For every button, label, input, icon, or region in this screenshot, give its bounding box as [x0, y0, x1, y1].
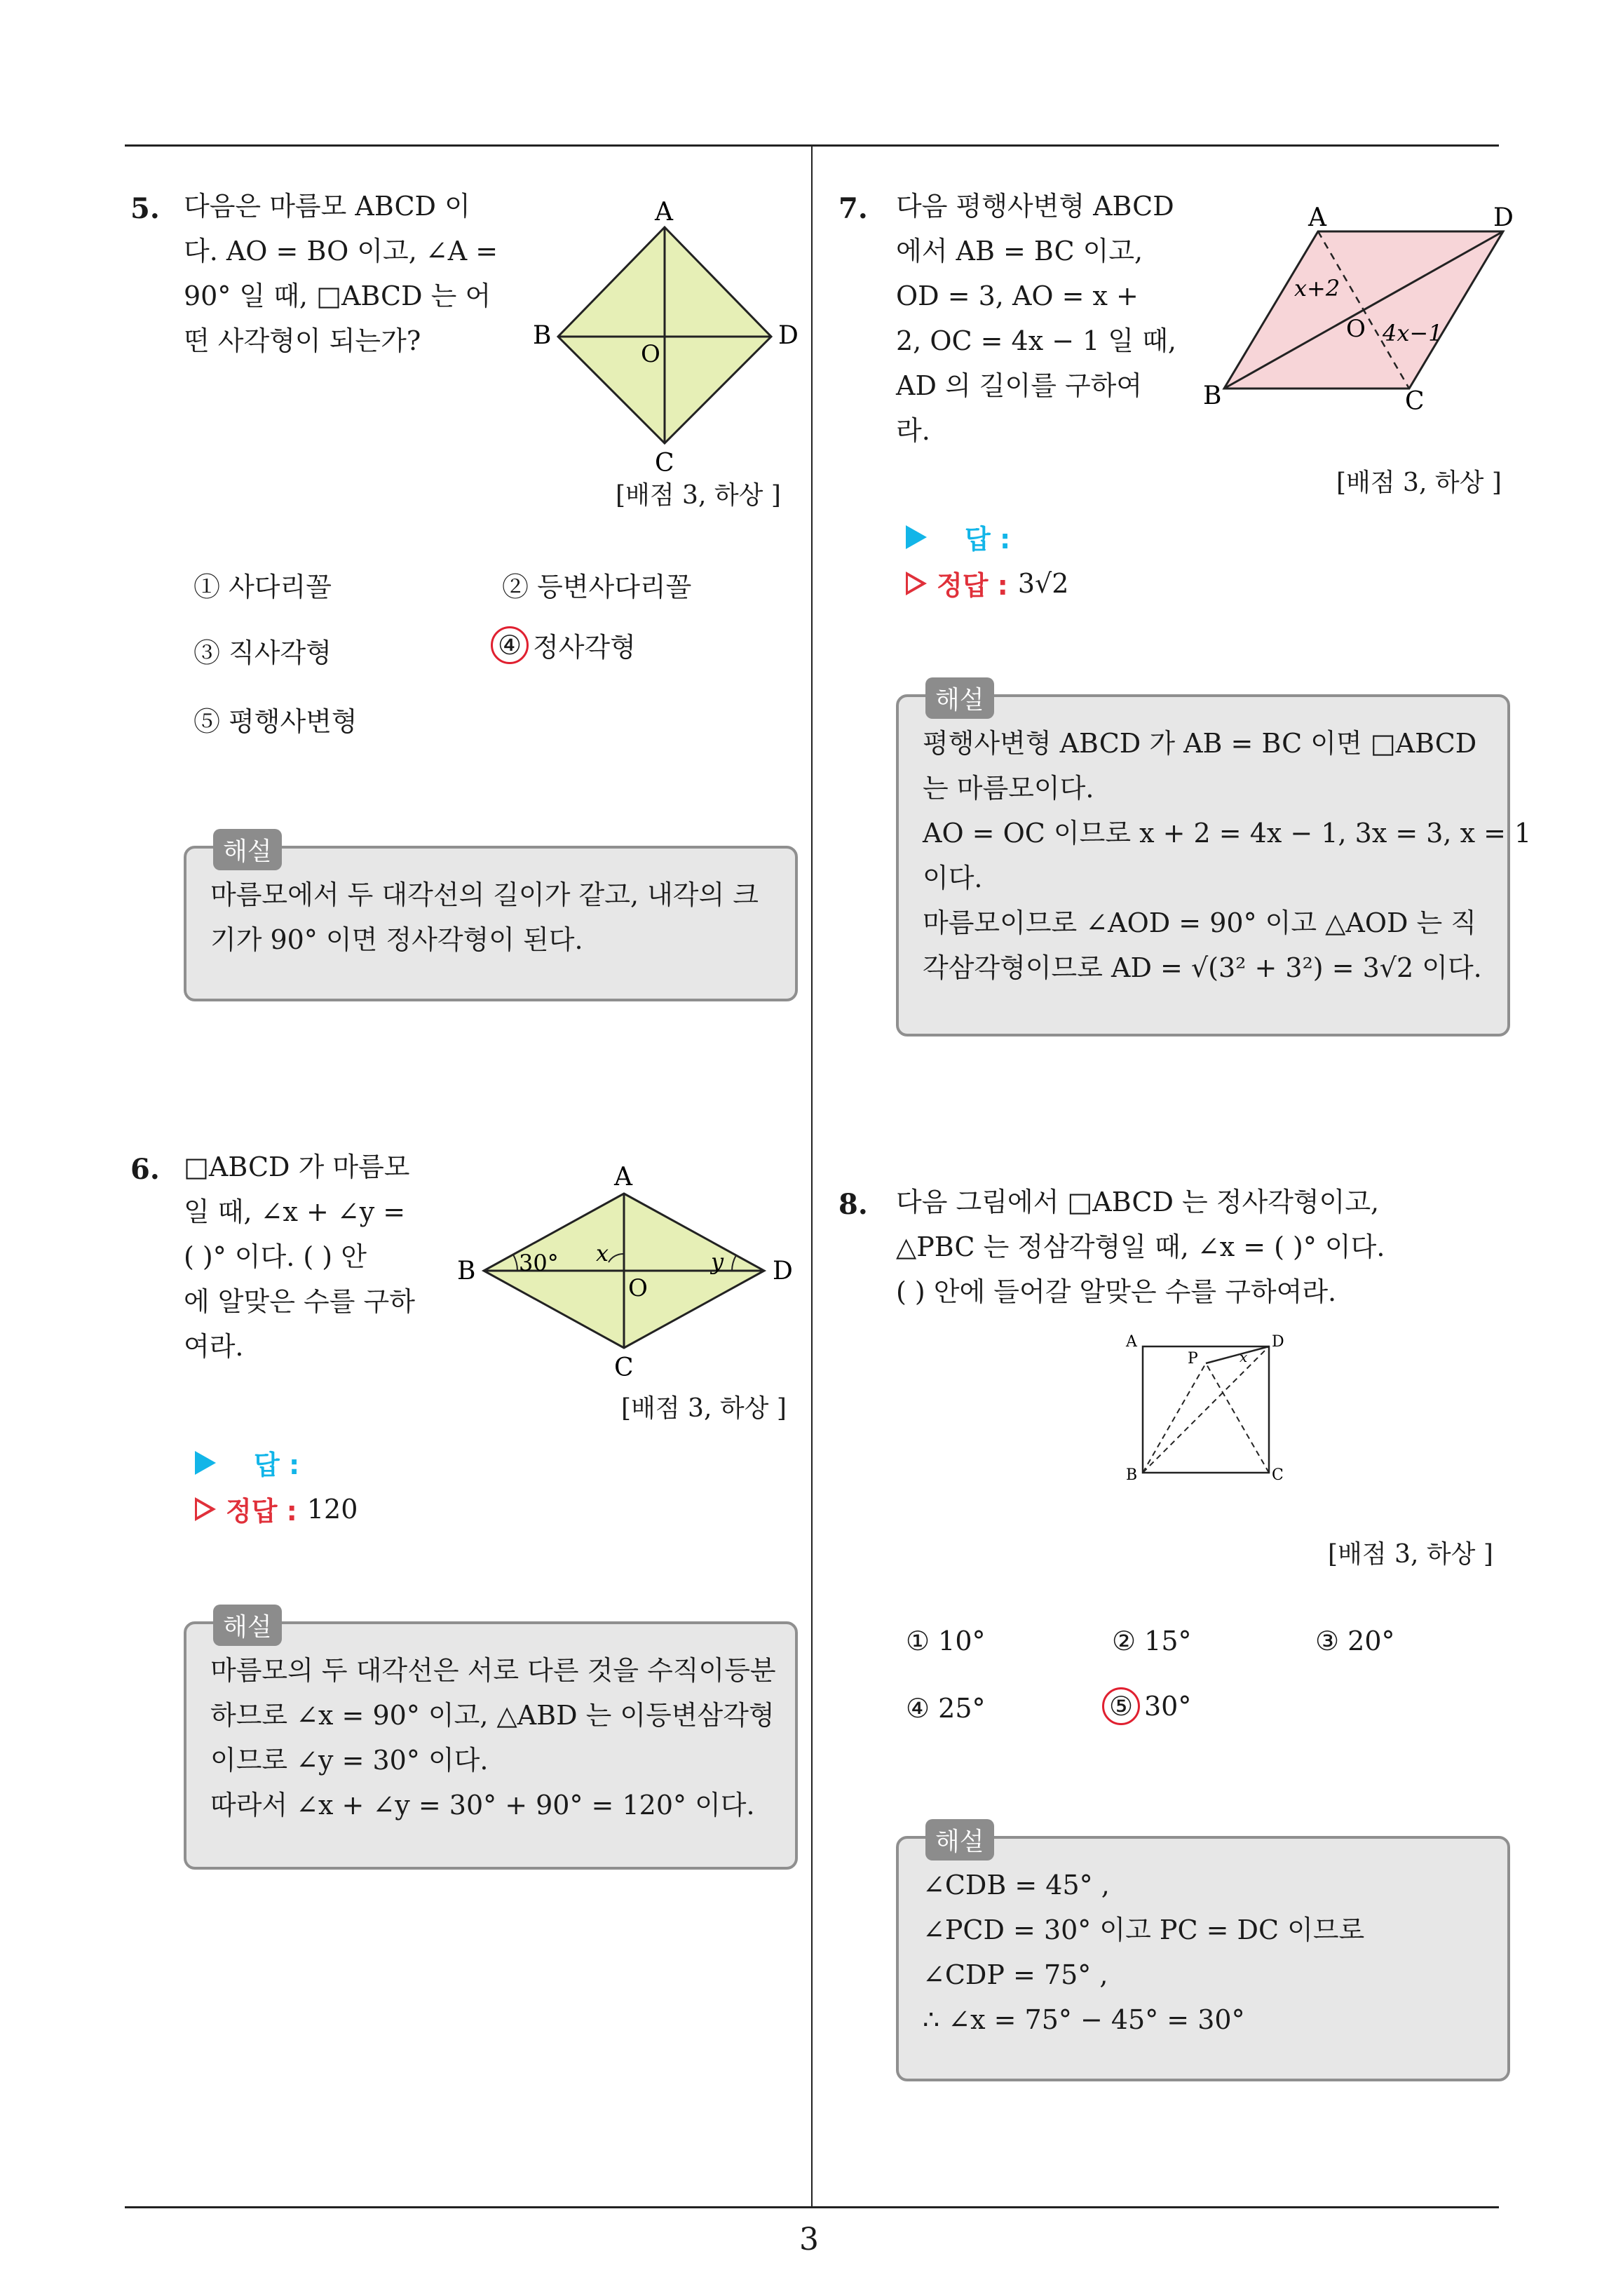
explanation-box [896, 1828, 1510, 2081]
text-line: 마름모에서 두 대각선의 길이가 같고, 내각의 크 [210, 879, 759, 910]
correct-label: 정답 : [937, 570, 1008, 601]
play-icon [195, 1451, 216, 1475]
question-text [896, 1180, 1385, 1314]
text-line: △PBC 는 정삼각형일 때, ∠x = ( )° 이다. [896, 1231, 1385, 1262]
text-line: 는 마름모이다. [923, 773, 1094, 804]
choice-2[interactable]: ② 등변사다리꼴 [502, 572, 692, 602]
question-number: 5. [130, 192, 160, 225]
score-label: [배점 3, 하상 ] [621, 1394, 787, 1423]
choice-3[interactable]: ③ 20° [1315, 1626, 1395, 1656]
answer-label: 답 : [965, 524, 1011, 555]
explanation-tag: 해설 [925, 677, 994, 719]
choice-5[interactable]: ⑤ 평행사변형 [193, 706, 358, 737]
label-A: A [1308, 203, 1326, 232]
text-line: 라. [896, 415, 930, 446]
text-line: 에서 AB = BC 이고, [896, 236, 1143, 266]
correct-label: 정답 : [226, 1496, 297, 1527]
correct-answer-row [195, 1490, 358, 1528]
choice-4[interactable]: ④ 25° [906, 1693, 986, 1724]
explanation-box [896, 686, 1532, 1036]
text-line: 에 알맞은 수를 구하 [184, 1286, 415, 1317]
question-number: 6. [130, 1153, 160, 1186]
answer-row [195, 1443, 299, 1482]
angle-y-label: y [711, 1248, 724, 1275]
correct-value: 120 [306, 1493, 358, 1525]
choice-label: 30° [1144, 1691, 1192, 1722]
parallelogram-figure-7 [1199, 201, 1535, 425]
text-line: 각삼각형이므로 AD = √(3² + 3²) = 3√2 이다. [923, 952, 1482, 983]
choice-3[interactable]: ③ 직사각형 [193, 637, 332, 668]
explanation-tag: 해설 [213, 829, 282, 870]
choice-2[interactable]: ② 15° [1112, 1626, 1192, 1656]
text-line: 다음 평행사변형 ABCD [896, 191, 1174, 222]
explanation-tag: 해설 [925, 1819, 994, 1861]
outline-play-icon [906, 572, 927, 595]
text-line: 떤 사각형이 되는가? [184, 325, 421, 356]
label-D: D [1493, 203, 1514, 232]
label-B: B [1203, 381, 1222, 410]
text-line: ( )° 이다. ( ) 안 [184, 1241, 367, 1272]
play-icon [906, 525, 927, 549]
question-text [184, 1144, 415, 1369]
question-text [184, 184, 498, 363]
text-line: 이다. [923, 863, 983, 893]
choice-5[interactable] [1102, 1687, 1191, 1725]
text-line: 90° 일 때, □ABCD 는 어 [184, 281, 491, 311]
explanation-box [184, 837, 798, 1001]
label-A: A [1126, 1333, 1137, 1351]
label-C: C [1272, 1466, 1284, 1484]
label-D: D [778, 321, 799, 350]
label-D: D [1272, 1333, 1284, 1351]
score-label: [배점 3, 하상 ] [1328, 1540, 1493, 1569]
label-A: A [614, 1163, 632, 1191]
text-line: 평행사변형 ABCD 가 AB = BC 이면 □ABCD [923, 728, 1477, 759]
text-line: ∴ ∠x = 75° − 45° = 30° [923, 2004, 1245, 2035]
question-number: 8. [838, 1188, 868, 1221]
selected-answer-circle: ⑤ [1102, 1687, 1140, 1725]
choice-1[interactable]: ① 10° [906, 1626, 986, 1656]
text-line: 이므로 ∠y = 30° 이다. [210, 1745, 489, 1776]
score-label: [배점 3, 하상 ] [1336, 468, 1502, 497]
explanation-box [184, 1613, 798, 1870]
label-P: P [1188, 1350, 1198, 1368]
angle-x-label: x [1240, 1349, 1248, 1365]
label-B: B [533, 321, 552, 350]
text-line: 다. AO = BO 이고, ∠A = [184, 236, 498, 266]
rhombus-figure-5 [533, 196, 813, 491]
correct-answer-row [906, 564, 1068, 602]
text-line: ∠CDP = 75° , [923, 1959, 1108, 1990]
label-B: B [1126, 1466, 1138, 1484]
question-text [896, 184, 1176, 453]
choice-1[interactable]: ① 사다리꼴 [193, 572, 332, 602]
text-line: 다음은 마름모 ABCD 이 [184, 191, 470, 222]
question-number: 7. [838, 192, 868, 225]
label-C: C [655, 449, 674, 478]
choice-label: 정사각형 [533, 632, 636, 663]
text-line: OD = 3, AO = x + [896, 281, 1139, 311]
label-O: O [1346, 315, 1366, 343]
answer-row [906, 518, 1010, 556]
text-line: ∠PCD = 30° 이고 PC = DC 이므로 [923, 1915, 1365, 1945]
label-O: O [641, 340, 660, 368]
text-line: 하므로 ∠x = 90° 이고, △ABD 는 이등변삼각형 [210, 1700, 775, 1731]
text-line: AD 의 길이를 구하여 [896, 370, 1143, 401]
choice-4[interactable] [491, 626, 636, 664]
text-line: AO = OC 이므로 x + 2 = 4x − 1, 3x = 3, x = 1 [923, 818, 1532, 849]
text-line: 마름모의 두 대각선은 서로 다른 것을 수직이등분 [210, 1655, 776, 1686]
text-line: 마름모이므로 ∠AOD = 90° 이고 △AOD 는 직 [923, 907, 1477, 938]
score-label: [배점 3, 하상 ] [616, 481, 781, 510]
label-O: O [628, 1274, 648, 1302]
explanation-tag: 해설 [213, 1605, 282, 1646]
segment-oc-label: 4x−1 [1383, 320, 1443, 346]
label-C: C [614, 1353, 634, 1382]
label-A: A [655, 198, 673, 227]
text-line: □ABCD 가 마름모 [184, 1152, 410, 1182]
text-line: ( ) 안에 들어갈 알맞은 수를 구하여라. [896, 1276, 1337, 1307]
text-line: 기가 90° 이면 정사각형이 된다. [210, 924, 583, 955]
text-line: ∠CDB = 45° , [923, 1870, 1110, 1900]
correct-value: 3√2 [1017, 567, 1069, 599]
label-B: B [457, 1257, 476, 1285]
angle-30-label: 30° [519, 1250, 559, 1276]
selected-answer-circle: ④ [491, 626, 529, 664]
label-D: D [773, 1257, 793, 1285]
outline-play-icon [195, 1497, 216, 1521]
label-C: C [1405, 387, 1425, 416]
text-line: 다음 그림에서 □ABCD 는 정사각형이고, [896, 1187, 1380, 1217]
text-line: 따라서 ∠x + ∠y = 30° + 90° = 120° 이다. [210, 1790, 755, 1821]
text-line: 여라. [184, 1331, 244, 1362]
page-number: 3 [799, 2222, 819, 2257]
angle-x-label: x [596, 1240, 609, 1267]
segment-ao-label: x+2 [1294, 275, 1340, 302]
rhombus-figure-6 [456, 1157, 813, 1389]
square-figure-8 [1115, 1332, 1297, 1487]
answer-label: 답 : [254, 1450, 300, 1480]
text-line: 일 때, ∠x + ∠y = [184, 1196, 406, 1227]
text-line: 2, OC = 4x − 1 일 때, [896, 325, 1176, 356]
bottom-rule [125, 2206, 1499, 2208]
